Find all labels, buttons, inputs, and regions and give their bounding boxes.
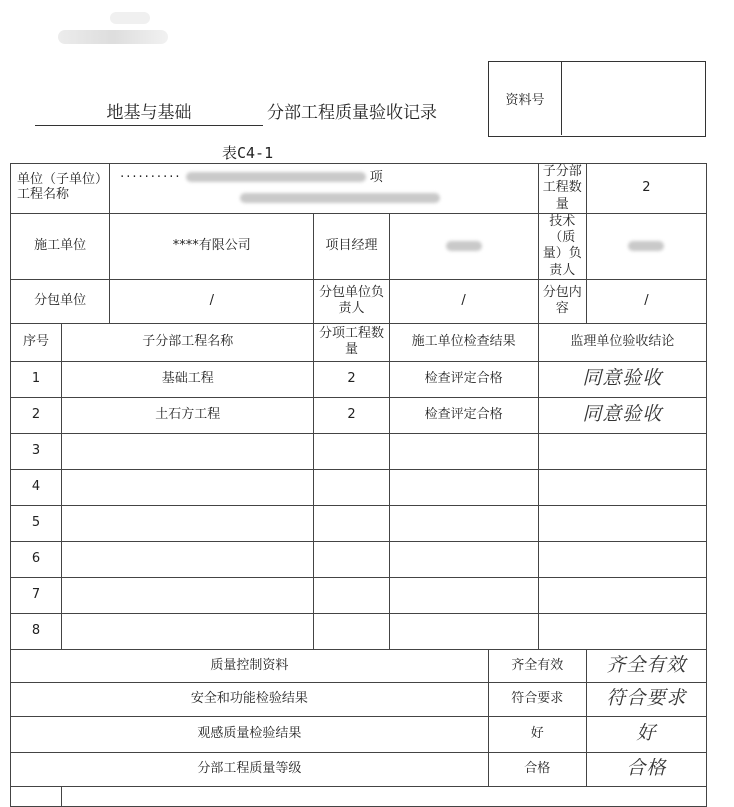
row-count: 2 (314, 397, 389, 433)
row-conclusion (538, 541, 706, 577)
row-conclusion: 同意验收 (538, 361, 706, 397)
summary-label: 观感质量检验结果 (11, 716, 489, 752)
tail-cell (11, 786, 62, 806)
table-tail-row (11, 786, 707, 806)
row-seq: 4 (11, 469, 62, 505)
pm-label: 项目经理 (314, 213, 389, 279)
info-row-project (11, 164, 707, 214)
sub-count-value: 2 (586, 164, 706, 214)
row-conclusion (538, 433, 706, 469)
acceptance-record-table (10, 163, 707, 807)
row-name (62, 613, 314, 649)
summary-row (11, 682, 707, 716)
redacted-text (446, 241, 482, 251)
title-subject: 地基与基础 (35, 98, 263, 126)
summary-label: 安全和功能检验结果 (11, 682, 489, 716)
row-count (314, 433, 389, 469)
row-result: 检查评定合格 (389, 361, 538, 397)
row-seq: 7 (11, 577, 62, 613)
row-seq: 1 (11, 361, 62, 397)
redacted-text (628, 241, 664, 251)
form-number: 表C4-1 (222, 144, 274, 162)
summary-conclusion: 符合要求 (586, 682, 706, 716)
sub-lead-value: / (389, 279, 538, 323)
row-seq: 3 (11, 433, 62, 469)
sub-lead-label: 分包单位负责人 (314, 279, 389, 323)
summary-label: 质量控制资料 (11, 649, 489, 682)
row-conclusion (538, 613, 706, 649)
column-header-row (11, 323, 707, 361)
row-conclusion: 同意验收 (538, 397, 706, 433)
row-count (314, 469, 389, 505)
table-row (11, 433, 707, 469)
row-count (314, 613, 389, 649)
row-name (62, 469, 314, 505)
summary-result: 合格 (488, 752, 586, 786)
row-result (389, 613, 538, 649)
pm-value (389, 213, 538, 279)
table-row (11, 613, 707, 649)
summary-conclusion: 齐全有效 (586, 649, 706, 682)
title-suffix: 分部工程质量验收记录 (267, 103, 437, 123)
row-result (389, 577, 538, 613)
table-row (11, 577, 707, 613)
summary-result: 好 (488, 716, 586, 752)
subcontractor-label: 分包单位 (11, 279, 110, 323)
unit-project-tail: 项 (369, 169, 383, 185)
unit-project-label: 单位（子单位）工程名称 (11, 164, 110, 214)
row-name (62, 505, 314, 541)
row-conclusion (538, 505, 706, 541)
row-seq: 6 (11, 541, 62, 577)
row-seq: 8 (11, 613, 62, 649)
sub-content-label: 分包内容 (538, 279, 586, 323)
row-name: 基础工程 (62, 361, 314, 397)
row-conclusion (538, 577, 706, 613)
subcontractor-value: / (110, 279, 314, 323)
summary-result: 齐全有效 (488, 649, 586, 682)
summary-conclusion: 合格 (586, 752, 706, 786)
col-result: 施工单位检查结果 (389, 323, 538, 361)
summary-label: 分部工程质量等级 (11, 752, 489, 786)
info-row-subcontractor (11, 279, 707, 323)
tech-value (586, 213, 706, 279)
summary-row (11, 752, 707, 786)
row-count (314, 577, 389, 613)
row-count (314, 541, 389, 577)
sub-count-label: 子分部工程数量 (538, 164, 586, 214)
col-seq: 序号 (11, 323, 62, 361)
unit-project-name: ·········· (120, 169, 182, 185)
table-row (11, 469, 707, 505)
redacted-text (240, 193, 440, 203)
summary-row (11, 716, 707, 752)
row-count: 2 (314, 361, 389, 397)
scan-smudge (58, 30, 168, 44)
reference-number-box (488, 61, 706, 137)
col-conclusion: 监理单位验收结论 (538, 323, 706, 361)
summary-result: 符合要求 (488, 682, 586, 716)
table-row (11, 505, 707, 541)
row-name (62, 541, 314, 577)
info-row-contractor (11, 213, 707, 279)
row-count (314, 505, 389, 541)
row-result (389, 469, 538, 505)
row-conclusion (538, 469, 706, 505)
tech-label: 技术（质量）负责人 (538, 213, 586, 279)
row-result (389, 505, 538, 541)
row-name (62, 433, 314, 469)
scan-smudge (110, 12, 150, 24)
unit-project-value (110, 164, 539, 214)
row-result (389, 433, 538, 469)
row-seq: 2 (11, 397, 62, 433)
redacted-text (186, 172, 366, 182)
page-title (35, 98, 485, 128)
table-row (11, 397, 707, 433)
sub-content-value: / (586, 279, 706, 323)
row-name (62, 577, 314, 613)
contractor-label: 施工单位 (11, 213, 110, 279)
summary-row (11, 649, 707, 682)
row-name: 土石方工程 (62, 397, 314, 433)
col-name: 子分部工程名称 (62, 323, 314, 361)
col-count: 分项工程数量 (314, 323, 389, 361)
row-result (389, 541, 538, 577)
table-row (11, 541, 707, 577)
reference-number-label: 资料号 (489, 62, 562, 135)
summary-conclusion: 好 (586, 716, 706, 752)
contractor-value: ****有限公司 (110, 213, 314, 279)
row-seq: 5 (11, 505, 62, 541)
tail-cell (62, 786, 707, 806)
row-result: 检查评定合格 (389, 397, 538, 433)
table-row (11, 361, 707, 397)
